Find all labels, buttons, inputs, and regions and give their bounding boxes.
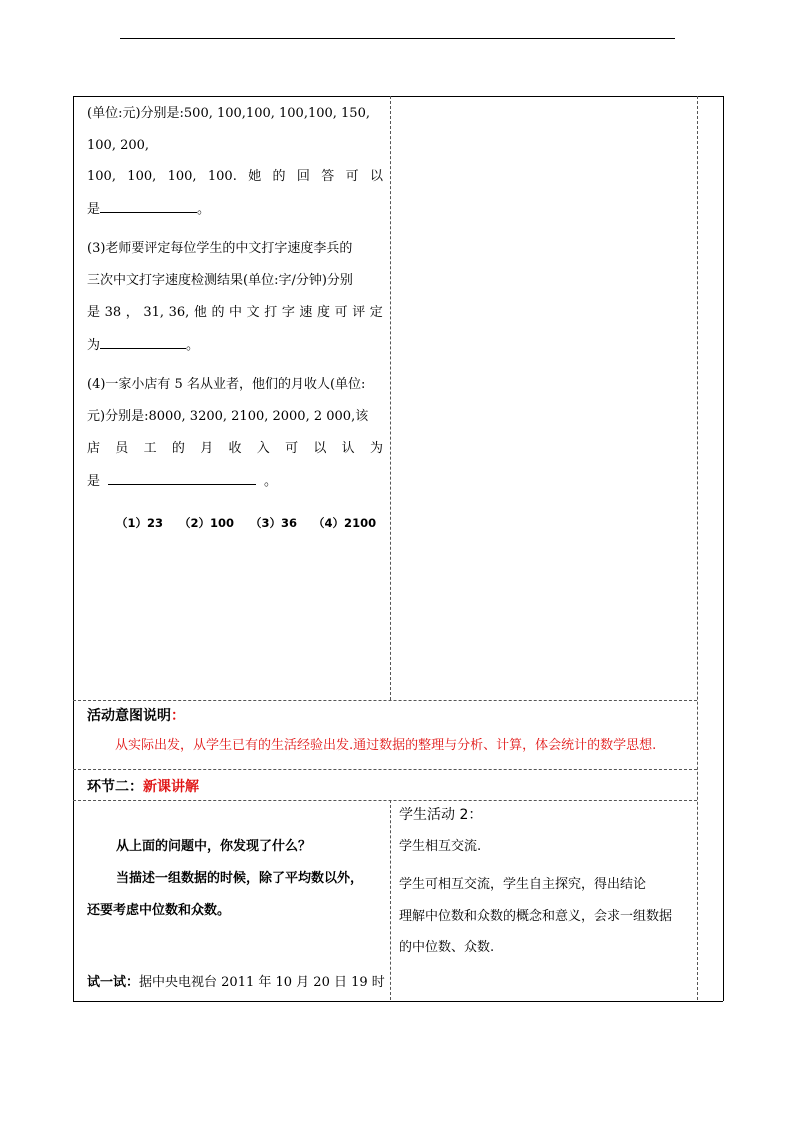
- q3-text-line-2: 三次中文打字速度检测结果(单位:字/分钟)分别: [87, 273, 353, 288]
- q3-token: 38: [104, 305, 122, 320]
- q4-token: 收: [228, 441, 242, 456]
- q3-token: 评: [352, 305, 366, 320]
- table-left-border: [73, 96, 74, 1001]
- q4-token: 为: [369, 441, 383, 456]
- q2-token: 100,: [87, 169, 116, 184]
- q3-token: 36,: [168, 305, 190, 320]
- student-activity-line-1: 学生相互交流.: [399, 839, 482, 854]
- q3-token: 的: [211, 305, 225, 320]
- q2-prefix: 是: [87, 202, 101, 217]
- table-column-divider-top: [390, 96, 391, 700]
- q3-token: 31,: [143, 305, 164, 320]
- q4-answer-blank[interactable]: [108, 474, 256, 485]
- q4-text-line-3: [87, 442, 383, 455]
- q3-suffix: 。: [186, 338, 200, 353]
- q4-token: 月: [200, 441, 214, 456]
- row-divider-content: [73, 800, 697, 801]
- table-right-border: [723, 96, 724, 1001]
- q3-token: 度: [317, 305, 331, 320]
- q3-token: ，: [125, 305, 139, 320]
- lecture-line-1: 从上面的问题中，你发现了什么？: [116, 839, 312, 854]
- lecture-line-2: 当描述一组数据的时候，除了平均数以外，: [116, 871, 364, 886]
- row-divider-section2: [73, 769, 697, 770]
- q2-text-line-3: [87, 170, 383, 183]
- q2-suffix: 。: [197, 202, 211, 217]
- section2-heading: [87, 776, 199, 796]
- q3-token: 定: [369, 305, 383, 320]
- student-activity-line-3: 理解中位数和众数的概念和意义，会求一组数据: [399, 909, 673, 924]
- q3-token: 打: [264, 305, 278, 320]
- q4-token: 以: [313, 441, 327, 456]
- q4-answer-line: [87, 474, 277, 488]
- q2-token: 可: [345, 169, 359, 184]
- q4-token: 的: [171, 441, 185, 456]
- q2-token: 100,: [167, 169, 197, 184]
- try-label: 试一试：: [87, 975, 140, 990]
- intent-label: [87, 705, 185, 725]
- q4-token: 可: [285, 441, 299, 456]
- q3-answer-blank[interactable]: [100, 338, 186, 349]
- row-divider-intent: [73, 700, 697, 701]
- q2-text-line-2: 100, 200,: [87, 138, 150, 153]
- q2-answer-blank[interactable]: [100, 202, 197, 213]
- q4-token: 员: [115, 441, 129, 456]
- intent-text: 从实际出发，从学生已有的生活经验出发.通过数据的整理与分析、计算，体会统计的数学思想.: [115, 738, 657, 753]
- student-activity-line-4: 的中位数、众数.: [399, 940, 495, 955]
- q3-token: 文: [246, 305, 260, 320]
- q3-token: 速: [299, 305, 313, 320]
- q2-answer-line: [87, 202, 210, 216]
- q3-token: 中: [229, 305, 243, 320]
- q4-token: 店: [87, 441, 101, 456]
- section2-title: 新课讲解: [143, 779, 199, 795]
- q2-token: 100.: [207, 169, 237, 184]
- q4-suffix: 。: [264, 474, 278, 489]
- table-inner-right-divider: [697, 96, 698, 1000]
- intent-label-colon: ：: [171, 708, 185, 724]
- lecture-line-3: 还要考虑中位数和众数。: [87, 903, 231, 918]
- q2-token: 答: [321, 169, 335, 184]
- q3-answer-line: [87, 338, 199, 352]
- q3-token: 他: [193, 305, 207, 320]
- q2-token: 的: [272, 169, 286, 184]
- intent-label-text: 活动意图说明: [87, 708, 171, 724]
- q2-token: 回: [296, 169, 310, 184]
- try-text: 据中央电视台 2011 年 10 月 20 日 19 时: [139, 975, 385, 990]
- student-activity-title: 学生活动 2：: [399, 807, 483, 823]
- answers-line: （1）23 （2）100 （3）36 （4）2100: [116, 516, 377, 530]
- q2-token: 100,: [127, 169, 157, 184]
- q4-token: 工: [143, 441, 157, 456]
- q3-token: 字: [281, 305, 295, 320]
- table-column-divider-bottom: [390, 800, 391, 1000]
- q2-token: 以: [369, 169, 383, 184]
- q4-text-line-2: 元)分别是:8000, 3200, 2100, 2000, 2 000,该: [87, 409, 369, 424]
- q2-text-line-1: (单位:元)分别是:500, 100,100, 100,100, 150,: [87, 106, 370, 121]
- header-rule: [120, 38, 675, 39]
- section2-label: 环节二：: [87, 779, 143, 795]
- student-activity-line-2: 学生可相互交流，学生自主探究，得出结论: [399, 877, 647, 892]
- q4-token: 入: [256, 441, 270, 456]
- q2-token: 她: [248, 169, 262, 184]
- q3-prefix: 为: [87, 338, 101, 353]
- q4-text-line-1: (4)一家小店有 5 名从业者，他们的月收人(单位:: [87, 377, 366, 392]
- q3-text-line-1: (3)老师要评定每位学生的中文打字速度李兵的: [87, 241, 353, 256]
- table-frame: [73, 96, 723, 1002]
- q4-token: 认: [341, 441, 355, 456]
- q3-text-line-3: [87, 306, 383, 319]
- try-line: [87, 976, 385, 989]
- q3-token: 可: [334, 305, 348, 320]
- q4-prefix: 是: [87, 474, 101, 489]
- q3-token: 是: [87, 305, 101, 320]
